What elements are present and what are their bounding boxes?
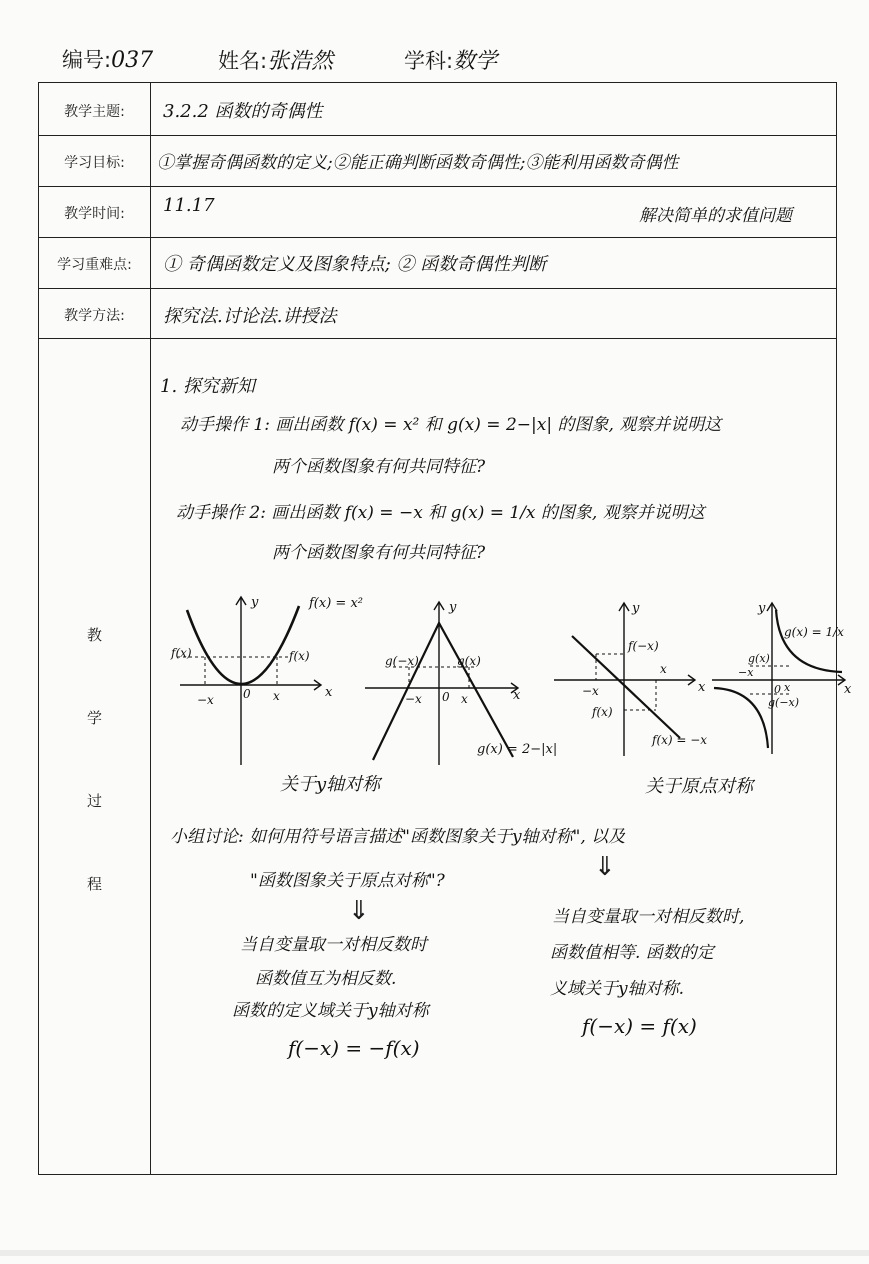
label-column-divider [150,83,151,1174]
caption-y-axis-symmetric: 关于y轴对称 [280,774,381,795]
row-divider [39,338,836,339]
x-axis-label: x [844,682,852,697]
hyperbola-right-branch [776,610,842,672]
even-formula: f(−x) = f(x) [582,1014,697,1038]
process-label-char: 程 [86,875,102,893]
task1-line1: 动手操作 1: 画出函数 f(x) = x² 和 g(x) = 2−|x| 的图象, 观察并说明这 [180,415,722,435]
row-divider [39,135,836,136]
parabola-curve [187,606,299,684]
process-label-char: 教 [86,626,102,644]
curve-label: g(x) = 1/x [784,625,844,639]
origin-label: 0 [774,683,781,696]
neg-x-label: −x [197,693,214,707]
task1-line2: 两个函数图象有何共同特征? [272,457,486,477]
task2-line1: 动手操作 2: 画出函数 f(x) = −x 和 g(x) = 1/x 的图象, 观察并说明这 [176,503,705,523]
right-value-label: g(x) [457,654,481,668]
hyperbola-left-branch [714,688,768,748]
x-axis-label: x [698,680,706,695]
methods-label: 教学方法: [64,308,125,324]
time-value: 11.17 [163,195,215,216]
curve-label: f(x) = −x [652,733,708,747]
arrow-down-icon: ⇓ [348,896,370,926]
pos-x-label: x [461,692,468,706]
discussion-line2: "函数图象关于原点对称"? [250,871,445,891]
lower-value-label: f(x) [592,705,613,719]
origin-label: 0 [243,687,251,701]
neg-x-label: −x [738,666,754,679]
name-field [218,44,333,75]
graph-reciprocal [710,596,860,756]
subject-value: 数学 [453,49,498,74]
left-value-label: g(−x) [385,654,419,668]
subject-label: 学科: [404,49,454,73]
pos-x-label: x [273,689,280,703]
goals-value: ①掌握奇偶函数的定义;②能正确判断函数奇偶性;③能利用函数奇偶性 [157,153,679,173]
row-divider [39,237,836,238]
goals-value-continued: 解决简单的求值问题 [639,206,792,226]
goals-label: 学习目标: [64,155,125,171]
name-label: 姓名: [218,49,268,73]
pos-x-label: x [660,662,667,676]
right-value-label: f(x) [289,649,310,663]
section-title: 1. 探究新知 [160,376,255,397]
even-line1: 当自变量取一对相反数时, [552,907,745,927]
neg-x-label: −x [582,684,599,698]
id-value: 037 [111,48,154,73]
left-value-label: f(x) [171,646,192,660]
neg-x-label: −x [405,692,422,706]
y-axis-label: y [449,600,457,615]
process-label-char: 学 [86,709,102,727]
subject-field [404,44,497,75]
curve-label: g(x) = 2−|x| [477,742,558,757]
even-line2: 函数值相等. 函数的定 [550,943,714,963]
lower-value-label: g(−x) [768,696,800,709]
graph-abs-value [365,595,558,765]
even-line3: 义域关于y轴对称. [550,979,685,999]
y-axis-label: y [632,601,640,616]
graph-linear [552,598,712,758]
y-axis-label: y [251,595,259,610]
pos-x-label: x [784,681,791,694]
row-divider [39,186,836,187]
topic-value: 3.2.2 函数的奇偶性 [163,101,323,122]
odd-line2: 函数值互为相反数. [255,969,397,989]
graph-parabola [165,590,363,770]
row-divider [39,288,836,289]
odd-formula: f(−x) = −f(x) [288,1036,420,1060]
id-field [62,44,153,74]
topic-label: 教学主题: [64,104,125,120]
odd-line1: 当自变量取一对相反数时 [240,935,427,955]
process-label-char: 过 [86,792,102,810]
upper-value-label: g(x) [748,652,770,665]
odd-line3: 函数的定义域关于y轴对称 [232,1001,429,1021]
y-axis-label: y [758,601,766,616]
curve-label: f(x) = x² [309,596,363,611]
caption-origin-symmetric: 关于原点对称 [645,776,753,797]
x-axis-label: x [325,685,333,700]
x-axis-label: x [513,688,521,703]
id-label: 编号: [62,48,112,72]
discussion-line1: 小组讨论: 如何用符号语言描述"函数图象关于y轴对称", 以及 [170,827,626,847]
key-points-label: 学习重难点: [57,257,132,273]
task2-line2: 两个函数图象有何共同特征? [272,543,486,563]
arrow-down-icon: ⇓ [594,852,616,882]
key-points-value: ① 奇偶函数定义及图象特点; ② 函数奇偶性判断 [163,254,547,275]
name-value: 张浩然 [267,49,334,74]
upper-value-label: f(−x) [628,639,659,653]
time-label: 教学时间: [64,206,125,222]
methods-value: 探究法.讨论法.讲授法 [163,306,337,327]
origin-label: 0 [442,690,450,704]
scan-edge [0,1250,869,1256]
